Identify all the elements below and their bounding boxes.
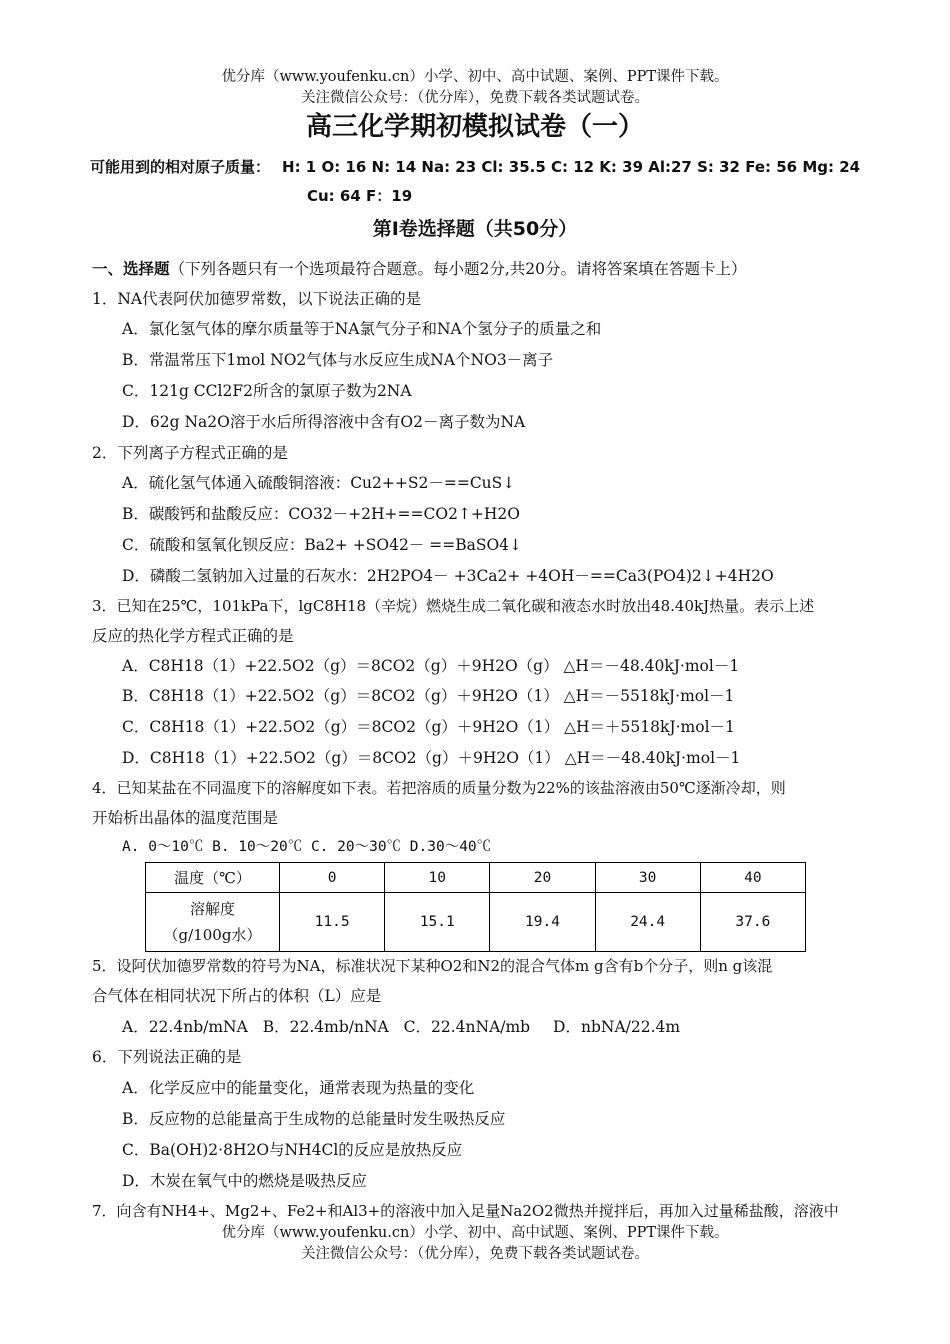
q3-stem-line-1: 3．已知在25℃，101kPa下，lgC8H18（辛烷）燃烧生成二氧化碳和液态水时放出48.40kJ热量。表示上述 <box>92 597 815 615</box>
q1-option-b: B．常温常压下1mol NO2气体与水反应生成NA个NO3－离子 <box>122 351 554 369</box>
footer-line-2: 关注微信公众号：（优分库），免费下载各类试题试卷。 <box>301 1246 649 1262</box>
header-line-1: 优分库（www.youfenku.cn）小学、初中、高中试题、案例、PPT课件下载。 <box>221 69 729 85</box>
solubility-unit: （g/100g水） <box>163 926 262 944</box>
q4-options: A. 0～10℃ B. 10～20℃ C. 20～30℃ D.30～40℃ <box>122 839 492 855</box>
header-line-2: 关注微信公众号：（优分库），免费下载各类试题试卷。 <box>301 90 649 106</box>
footer-line-1: 优分库（www.youfenku.cn）小学、初中、高中试题、案例、PPT课件下载。 <box>221 1225 729 1241</box>
q5-options <box>122 1016 680 1038</box>
q6-option-c: C．Ba(OH)2·8H2O与NH4Cl的反应是放热反应 <box>122 1141 463 1159</box>
part1-instruction: （下列各题只有一个选项最符合题意。每小题2分,共20分。请将答案填在答题卡上） <box>169 260 747 278</box>
table-cell-solubility: 15.1 <box>385 893 490 952</box>
table-cell-solubility: 24.4 <box>595 893 700 952</box>
q2-option-a: A．硫化氢气体通入硫酸铜溶液：Cu2++S2－==CuS↓ <box>122 474 516 492</box>
q5-option-c: C．22.4nNA/mb <box>403 1018 531 1036</box>
solubility-label: 溶解度 <box>189 900 235 918</box>
part1-heading-line <box>92 258 747 280</box>
q6-stem: 6．下列说法正确的是 <box>92 1048 242 1066</box>
q1-option-d: D．62g Na2O溶于水后所得溶液中含有O2－离子数为NA <box>122 413 526 431</box>
q2-stem: 2．下列离子方程式正确的是 <box>92 444 288 462</box>
table-header-temperature: 温度（℃） <box>146 863 280 893</box>
q5-stem-line-1: 5．设阿伏加德罗常数的符号为NA，标准状况下某种O2和N2的混合气体m g含有b个分子，则n g该混 <box>92 957 773 975</box>
q4-stem-line-1: 4．已知某盐在不同温度下的溶解度如下表。若把溶质的质量分数为22%的该盐溶液由50℃逐渐冷却，则 <box>92 779 786 797</box>
q2-option-c: C．硫酸和氢氧化钡反应：Ba2+ +SO42－ ==BaSO4↓ <box>122 536 523 554</box>
q5-option-d: D．nbNA/22.4m <box>553 1018 681 1036</box>
q2-option-d: D．磷酸二氢钠加入过量的石灰水：2H2PO4－ +3Ca2+ +4OH－==Ca3(PO4)2↓+4H2O <box>122 567 774 585</box>
solubility-table <box>145 862 806 952</box>
table-cell-solubility: 11.5 <box>280 893 385 952</box>
q2-option-b: B．碳酸钙和盐酸反应：CO32－+2H+==CO2↑+H2O <box>122 505 520 523</box>
q1-stem: 1．NA代表阿伏加德罗常数，以下说法正确的是 <box>92 290 422 308</box>
q7-stem: 7．向含有NH4+、Mg2+、Fe2+和Al3+的溶液中加入足量Na2O2微热并搅拌后，再加入过量稀盐酸，溶液中 <box>92 1202 839 1220</box>
section-title: 第Ⅰ卷选择题（共50分） <box>372 218 578 240</box>
table-row-temperature <box>146 863 806 893</box>
table-cell-solubility: 37.6 <box>700 893 805 952</box>
q4-stem-line-2: 开始析出晶体的温度范围是 <box>92 809 279 827</box>
q6-option-d: D．木炭在氧气中的燃烧是吸热反应 <box>122 1172 367 1190</box>
q5-stem-line-2: 合气体在相同状况下所占的体积（L）应是 <box>92 987 382 1005</box>
atomic-masses-label: 可能用到的相对原子质量： <box>90 158 271 176</box>
table-row-solubility <box>146 893 806 952</box>
q6-option-a: A．化学反应中的能量变化，通常表现为热量的变化 <box>122 1079 475 1097</box>
table-cell-temp: 10 <box>385 863 490 893</box>
q3-option-a: A．C8H18（1）+22.5O2（g）＝8CO2（g）＋9H2O（g） △H＝－48.40kJ·mol－1 <box>122 657 740 675</box>
q3-option-c: C．C8H18（1）+22.5O2（g）＝8CO2（g）＋9H2O（1） △H＝＋5518kJ·mol－1 <box>122 718 735 736</box>
table-cell-temp: 0 <box>280 863 385 893</box>
q6-option-b: B．反应物的总能量高于生成物的总能量时发生吸热反应 <box>122 1110 506 1128</box>
table-cell-temp: 20 <box>490 863 595 893</box>
atomic-masses-line-1 <box>90 156 860 178</box>
q3-option-b: B．C8H18（1）+22.5O2（g）＝8CO2（g）＋9H2O（1） △H＝－5518kJ·mol－1 <box>122 687 735 705</box>
table-cell-temp: 40 <box>700 863 805 893</box>
table-cell-solubility: 19.4 <box>490 893 595 952</box>
q5-option-b: B．22.4mb/nNA <box>262 1018 389 1036</box>
table-header-solubility <box>146 893 280 952</box>
q3-stem-line-2: 反应的热化学方程式正确的是 <box>92 627 294 645</box>
q5-option-a: A．22.4nb/mNA <box>122 1018 248 1036</box>
page-title: 高三化学期初模拟试卷（一） <box>305 112 644 142</box>
q3-option-d: D．C8H18（1）+22.5O2（g）＝8CO2（g）＋9H2O（1） △H＝－48.40kJ·mol－1 <box>122 749 741 767</box>
atomic-masses-line-2: Cu: 64 F：19 <box>307 187 413 205</box>
atomic-masses-values: H: 1 O: 16 N: 14 Na: 23 Cl: 35.5 C: 12 K: 39 Al:27 S: 32 Fe: 56 Mg: 24 <box>282 158 861 176</box>
table-cell-temp: 30 <box>595 863 700 893</box>
q1-option-a: A．氯化氢气体的摩尔质量等于NA氯气分子和NA个氢分子的质量之和 <box>122 320 602 338</box>
q1-option-c: C．121g CCl2F2所含的氯原子数为2NA <box>122 382 412 400</box>
part1-heading: 一、选择题 <box>92 260 170 278</box>
